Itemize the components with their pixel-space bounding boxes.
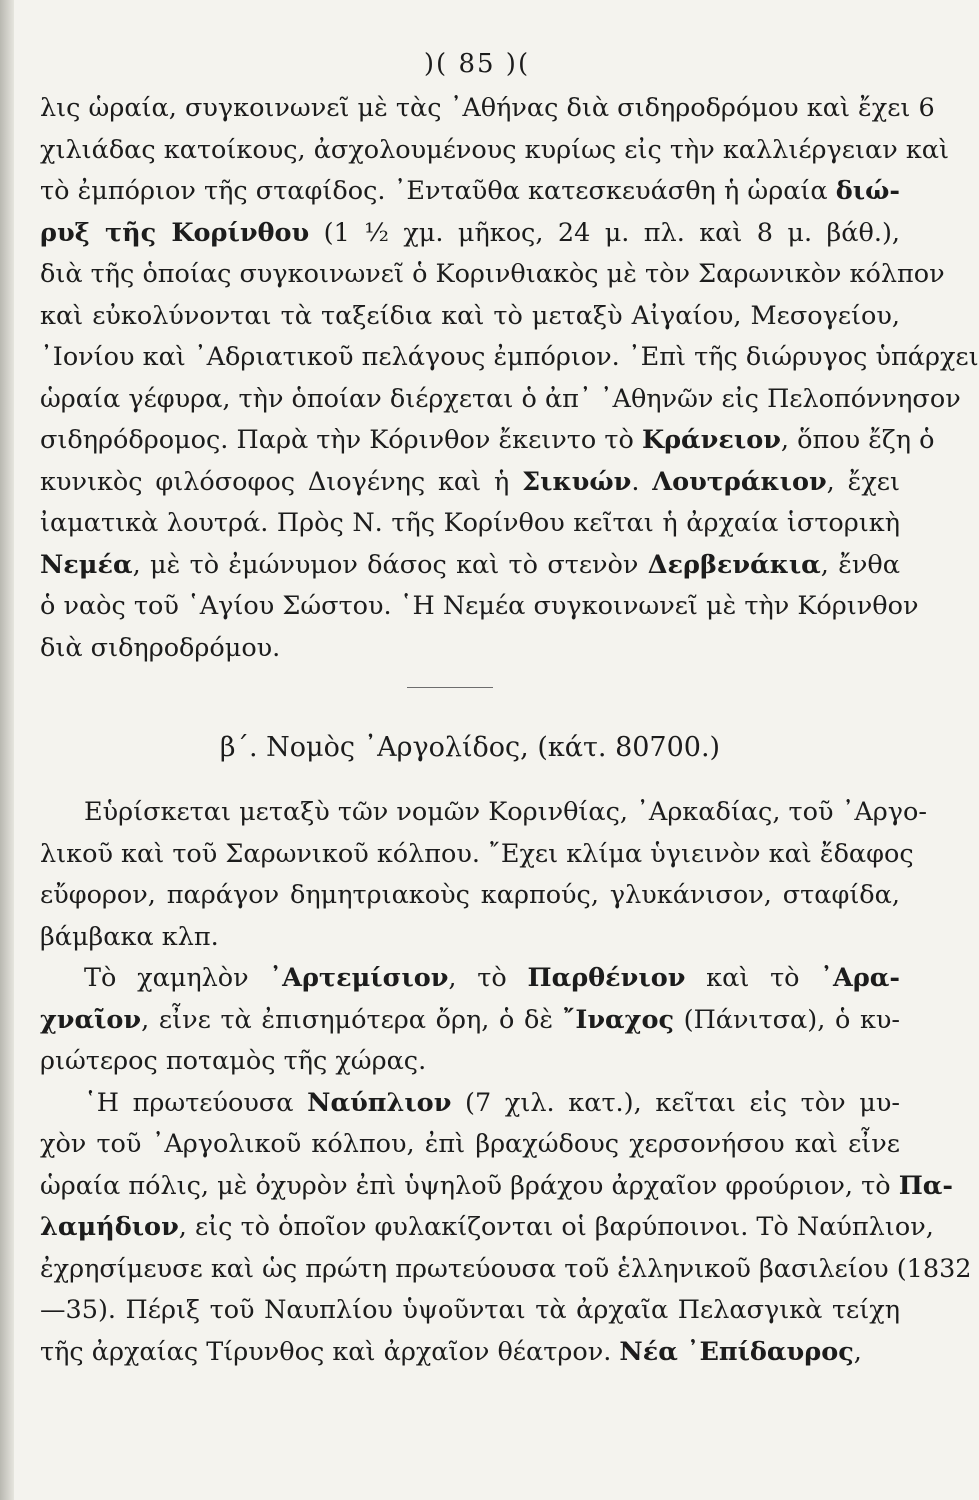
section-divider bbox=[407, 687, 493, 688]
text-run: ὁ ναὸς τοῦ ῾Αγίου Σώστου. ῾Η Νεμέα συγκοινωνεῖ μὲ τὴν Κόρινθον bbox=[40, 591, 919, 621]
text-run: ῾Η πρωτεύουσα bbox=[84, 1087, 308, 1118]
text-run: διὰ τῆς ὁποίας συγκοινωνεῖ ὁ Κορινθιακὸς μὲ τὸν Σαρωνικὸν κόλπον bbox=[40, 259, 945, 289]
bold-term: Νεμέα bbox=[40, 549, 133, 580]
page-binding-edge bbox=[0, 0, 14, 1500]
text-line bbox=[40, 1249, 972, 1291]
text-line bbox=[40, 586, 919, 628]
text-run: , τὸ bbox=[448, 963, 528, 993]
text-line bbox=[40, 1332, 900, 1374]
text-run: Τὸ χαμηλὸν bbox=[84, 963, 270, 993]
text-line bbox=[40, 130, 949, 172]
bold-term: Νέα ᾿Επίδαυρος bbox=[619, 1336, 854, 1367]
text-run: , μὲ τὸ ἐμώνυμον δάσος καὶ τὸ στενὸν bbox=[132, 549, 648, 580]
text-run: , bbox=[853, 1336, 862, 1367]
book-page bbox=[40, 40, 979, 1373]
bold-term: Πα- bbox=[898, 1170, 953, 1201]
text-run: Εὑρίσκεται μεταξὺ τῶν νομῶν Κορινθίας, ᾿Αρκαδίας, τοῦ ᾿Αργο- bbox=[84, 797, 927, 827]
bold-term: ᾿Αρτεμίσιον bbox=[269, 963, 449, 993]
text-line bbox=[40, 792, 927, 834]
text-line bbox=[40, 1290, 900, 1332]
bold-term: ρυξ τῆς Κορίνθου bbox=[40, 217, 310, 248]
text-line bbox=[40, 958, 900, 1000]
bold-term: Παρθένιον bbox=[527, 963, 686, 993]
text-run: , εἶνε τὰ ἐπισημότερα ὄρη, ὁ δὲ bbox=[141, 1004, 563, 1035]
text-line bbox=[40, 296, 900, 338]
text-run: ἐχρησίμευσε καὶ ὡς πρώτη πρωτεύουσα τοῦ ἑλληνικοῦ βασιλείου (1832 bbox=[40, 1253, 972, 1284]
page-number-header: )( 85 )( bbox=[423, 49, 531, 79]
text-run: καὶ εὐκολύνονται τὰ ταξείδια καὶ τὸ μεταξὺ Αἰγαίου, Μεσογείου, bbox=[40, 300, 900, 331]
text-line bbox=[40, 337, 979, 379]
bold-term: λαμήδιον bbox=[40, 1212, 179, 1242]
text-run: , ἔνθα bbox=[820, 549, 900, 580]
bold-term: Κράνειον bbox=[641, 425, 781, 455]
bold-term: διώ- bbox=[835, 176, 900, 206]
text-run: λις ὡραία, συγκοινωνεῖ μὲ τὰς ᾿Αθήνας διὰ σιδηροδρόμου καὶ ἔχει 6 bbox=[40, 93, 935, 123]
text-line bbox=[40, 834, 914, 876]
bold-term: χναῖον bbox=[40, 1004, 142, 1035]
text-run: (1 ½ χμ. μῆκος, 24 μ. πλ. καὶ 8 μ. βάθ.), bbox=[309, 217, 900, 248]
text-run: χὸν τοῦ ᾿Αργολικοῦ κόλπου, ἐπὶ βραχώδους χερσονήσου καὶ εἶνε bbox=[40, 1129, 900, 1159]
text-line bbox=[40, 1166, 953, 1208]
bold-term: Λουτράκιον bbox=[652, 466, 827, 497]
text-run: ριώτερος ποταμὸς τῆς χώρας. bbox=[40, 1046, 427, 1076]
text-line bbox=[40, 379, 961, 421]
text-run: κυνικὸς φιλόσοφος Διογένης καὶ ἡ bbox=[40, 466, 523, 497]
text-run: . bbox=[631, 466, 653, 497]
text-run: (Πάνιτσα), ὁ κυ- bbox=[673, 1004, 901, 1035]
section-title: β΄. Νομὸς ᾿Αργολίδος, (κάτ. 80700.) bbox=[219, 732, 721, 763]
text-run: ἰαματικὰ λουτρά. Πρὸς Ν. τῆς Κορίνθου κεῖται ἡ ἀρχαία ἱστορικὴ bbox=[40, 508, 900, 538]
text-run: λικοῦ καὶ τοῦ Σαρωνικοῦ κόλπου. ῎Εχει κλίμα ὑγιεινὸν καὶ ἔδαφος bbox=[40, 838, 914, 869]
text-run: ὡραία γέφυρα, τὴν ὁποίαν διέρχεται ὁ ἀπ᾿ ᾿Αθηνῶν εἰς Πελοπόννησον bbox=[40, 383, 961, 414]
text-line bbox=[40, 545, 900, 587]
text-run: —35). Πέριξ τοῦ Ναυπλίου ὑψοῦνται τὰ ἀρχαῖα Πελασγικὰ τείχη bbox=[40, 1295, 900, 1325]
text-line bbox=[40, 503, 900, 545]
text-line bbox=[40, 1083, 900, 1125]
bold-term: ῎Ιναχος bbox=[562, 1004, 674, 1035]
text-line bbox=[40, 88, 935, 130]
text-run: βάμβακα κλπ. bbox=[40, 921, 219, 952]
text-line bbox=[40, 875, 900, 917]
text-run: ᾿Ιονίου καὶ ᾿Αδριατικοῦ πελάγους ἐμπόριον. ᾿Επὶ τῆς διώρυγος ὑπάρχει bbox=[40, 342, 979, 372]
paragraph-korinthos bbox=[40, 88, 979, 669]
text-run: διὰ σιδηροδρόμου. bbox=[40, 632, 281, 663]
text-line bbox=[40, 628, 900, 670]
paragraph-argolis-location bbox=[40, 792, 927, 958]
text-run: τὸ ἐμπόριον τῆς σταφίδος. ᾿Ενταῦθα κατεσκευάσθη ἡ ὡραία bbox=[40, 176, 836, 206]
text-line bbox=[40, 917, 900, 959]
text-line bbox=[40, 1207, 934, 1249]
text-line bbox=[40, 171, 900, 213]
text-run: καὶ τὸ bbox=[685, 963, 821, 993]
text-run: εὔφορον, παράγον δημητριακοὺς καρπούς, γλυκάνισον, σταφίδα, bbox=[40, 880, 900, 910]
text-line bbox=[40, 1124, 900, 1166]
text-run: χιλιάδας κατοίκους, ἀσχολουμένους κυρίως εἰς τὴν καλλιέργειαν καὶ bbox=[40, 134, 949, 165]
text-run: τῆς ἀρχαίας Τίρυνθος καὶ ἀρχαῖον θέατρον. bbox=[40, 1336, 620, 1367]
text-line bbox=[40, 254, 945, 296]
text-run: , εἰς τὸ ὁποῖον φυλακίζονται οἱ βαρύποινοι. Τὸ Ναύπλιον, bbox=[178, 1212, 934, 1242]
text-run: ὡραία πόλις, μὲ ὀχυρὸν ἐπὶ ὑψηλοῦ βράχου ἀρχαῖον φρούριον, τὸ bbox=[40, 1170, 899, 1201]
bold-term: Δερβενάκια bbox=[647, 549, 821, 580]
text-line bbox=[40, 420, 935, 462]
text-run: σιδηρόδρομος. Παρὰ τὴν Κόρινθον ἔκειντο τὸ bbox=[40, 425, 642, 455]
bold-term: Σικυών bbox=[522, 466, 632, 497]
text-line bbox=[40, 213, 900, 255]
paragraph-nafplio bbox=[40, 1083, 972, 1374]
text-run: , ἔχει bbox=[826, 466, 900, 497]
text-line bbox=[40, 1000, 900, 1042]
text-line bbox=[40, 1041, 900, 1083]
paragraph-argolis-mountains bbox=[40, 958, 900, 1083]
bold-term: Ναύπλιον bbox=[307, 1087, 452, 1118]
text-line bbox=[40, 462, 900, 504]
text-run: , ὅπου ἔζη ὁ bbox=[780, 425, 935, 455]
text-run: (7 χιλ. κατ.), κεῖται εἰς τὸν μυ- bbox=[451, 1087, 900, 1118]
bold-term: ᾿Αρα- bbox=[820, 963, 900, 993]
